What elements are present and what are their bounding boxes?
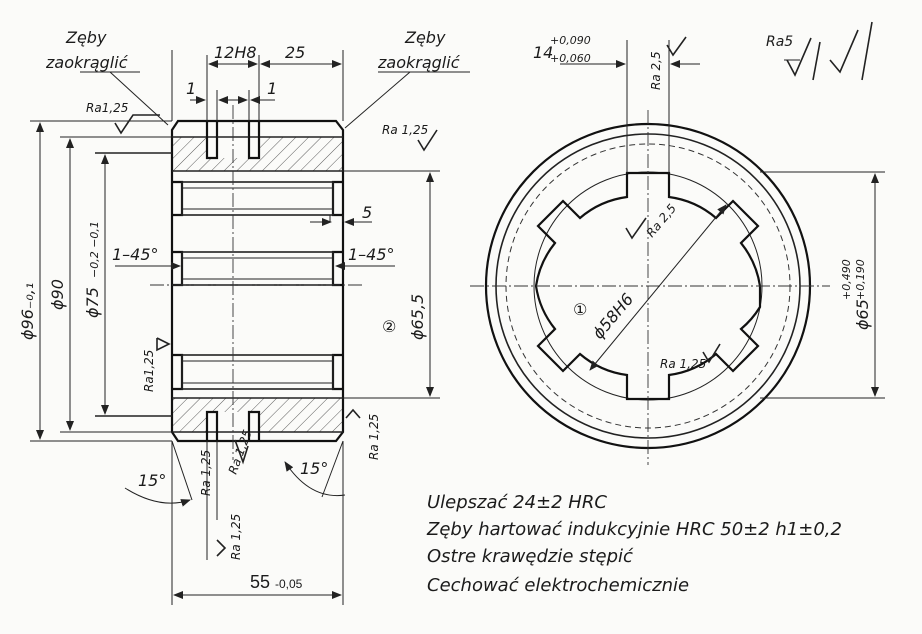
chamfer-right: 1–45° xyxy=(348,245,395,264)
roughness-symbol-bottom2 xyxy=(217,540,225,556)
dim-dia-65-tol-lower: +0,190 xyxy=(854,259,867,300)
ra-top-right: Ra 1,25 xyxy=(382,123,429,137)
teeth-note-left-line2: zaokrąglić xyxy=(46,53,128,72)
ra-top-left: Ra1,25 xyxy=(86,101,129,115)
ra-bottom-3: Ra 1,25 xyxy=(229,513,243,560)
dim-55: 55 xyxy=(250,572,271,592)
dim-dia-75: ϕ75 xyxy=(83,287,102,318)
dim-dia-65-5: ϕ65,5 xyxy=(408,293,427,340)
roughness-symbol-top xyxy=(115,115,160,133)
dim-12h8: 12H8 xyxy=(214,43,257,62)
teeth-note-right-line2: zaokrąglić xyxy=(378,53,460,72)
dim-5: 5 xyxy=(362,203,373,222)
dim-55-tol: -0,05 xyxy=(275,577,303,591)
bracket-right xyxy=(862,22,872,80)
roughness-symbol-key xyxy=(667,37,686,55)
dim-25: 25 xyxy=(285,43,306,62)
angle-15-left: 15° xyxy=(138,471,167,490)
ra-bottom-1: Ra 1,25 xyxy=(225,427,255,477)
dim-dia-75-tol: −0,2 −0,1 xyxy=(88,221,101,278)
dim-dia-96: ϕ96₋₀,₁ xyxy=(18,282,37,340)
teeth-note-left-line1: Zęby xyxy=(66,28,107,47)
general-check-symbol xyxy=(830,30,858,72)
roughness-symbol-left xyxy=(157,338,169,350)
ra-left: Ra1,25 xyxy=(142,349,156,392)
bracket-left xyxy=(813,42,820,80)
chamfer-left: 1–45° xyxy=(112,245,159,264)
ra-inner-1: Ra 2,5 xyxy=(643,201,680,240)
dim-14-tol-upper: +0,090 xyxy=(550,34,591,47)
note-line: Cechować elektrochemicznie xyxy=(427,575,690,596)
ra-inner-2: Ra 1,25 xyxy=(660,357,707,371)
angle-15-right: 15° xyxy=(300,459,329,478)
dim-14-tol-lower: +0,060 xyxy=(550,52,591,65)
roughness-symbol-bottom3 xyxy=(346,410,360,418)
roughness-symbol-inner1 xyxy=(626,218,646,238)
ra5-label: Ra5 xyxy=(766,34,794,50)
dim-dia-58h6: ϕ58H6 xyxy=(588,289,638,343)
dim-dia-65: ϕ65 xyxy=(853,299,872,330)
dim-1-right: 1 xyxy=(267,79,278,98)
dim-dia-65-tol-upper: +0,490 xyxy=(840,259,853,300)
front-view xyxy=(470,22,885,465)
dim-1-left: 1 xyxy=(186,79,197,98)
ra-bottom-4: Ra 1,25 xyxy=(367,413,381,460)
dim-dia-90: ϕ90 xyxy=(48,279,67,310)
note-line: Ostre krawędzie stępić xyxy=(427,546,633,567)
marker-1: ① xyxy=(573,300,588,319)
note-line: Zęby hartować indukcyjnie HRC 50±2 h1±0,2 xyxy=(427,519,842,540)
note-line: Ulepszać 24±2 HRC xyxy=(427,492,607,513)
teeth-bands xyxy=(172,182,343,389)
teeth-note-right-line1: Zęby xyxy=(405,28,446,47)
marker-2: ② xyxy=(382,317,397,336)
dim-14: 14 xyxy=(533,43,554,62)
ra-bottom-2: Ra 1,25 xyxy=(199,449,213,496)
notes-block xyxy=(426,492,842,596)
ra-key-top: Ra 2,5 xyxy=(649,51,663,90)
